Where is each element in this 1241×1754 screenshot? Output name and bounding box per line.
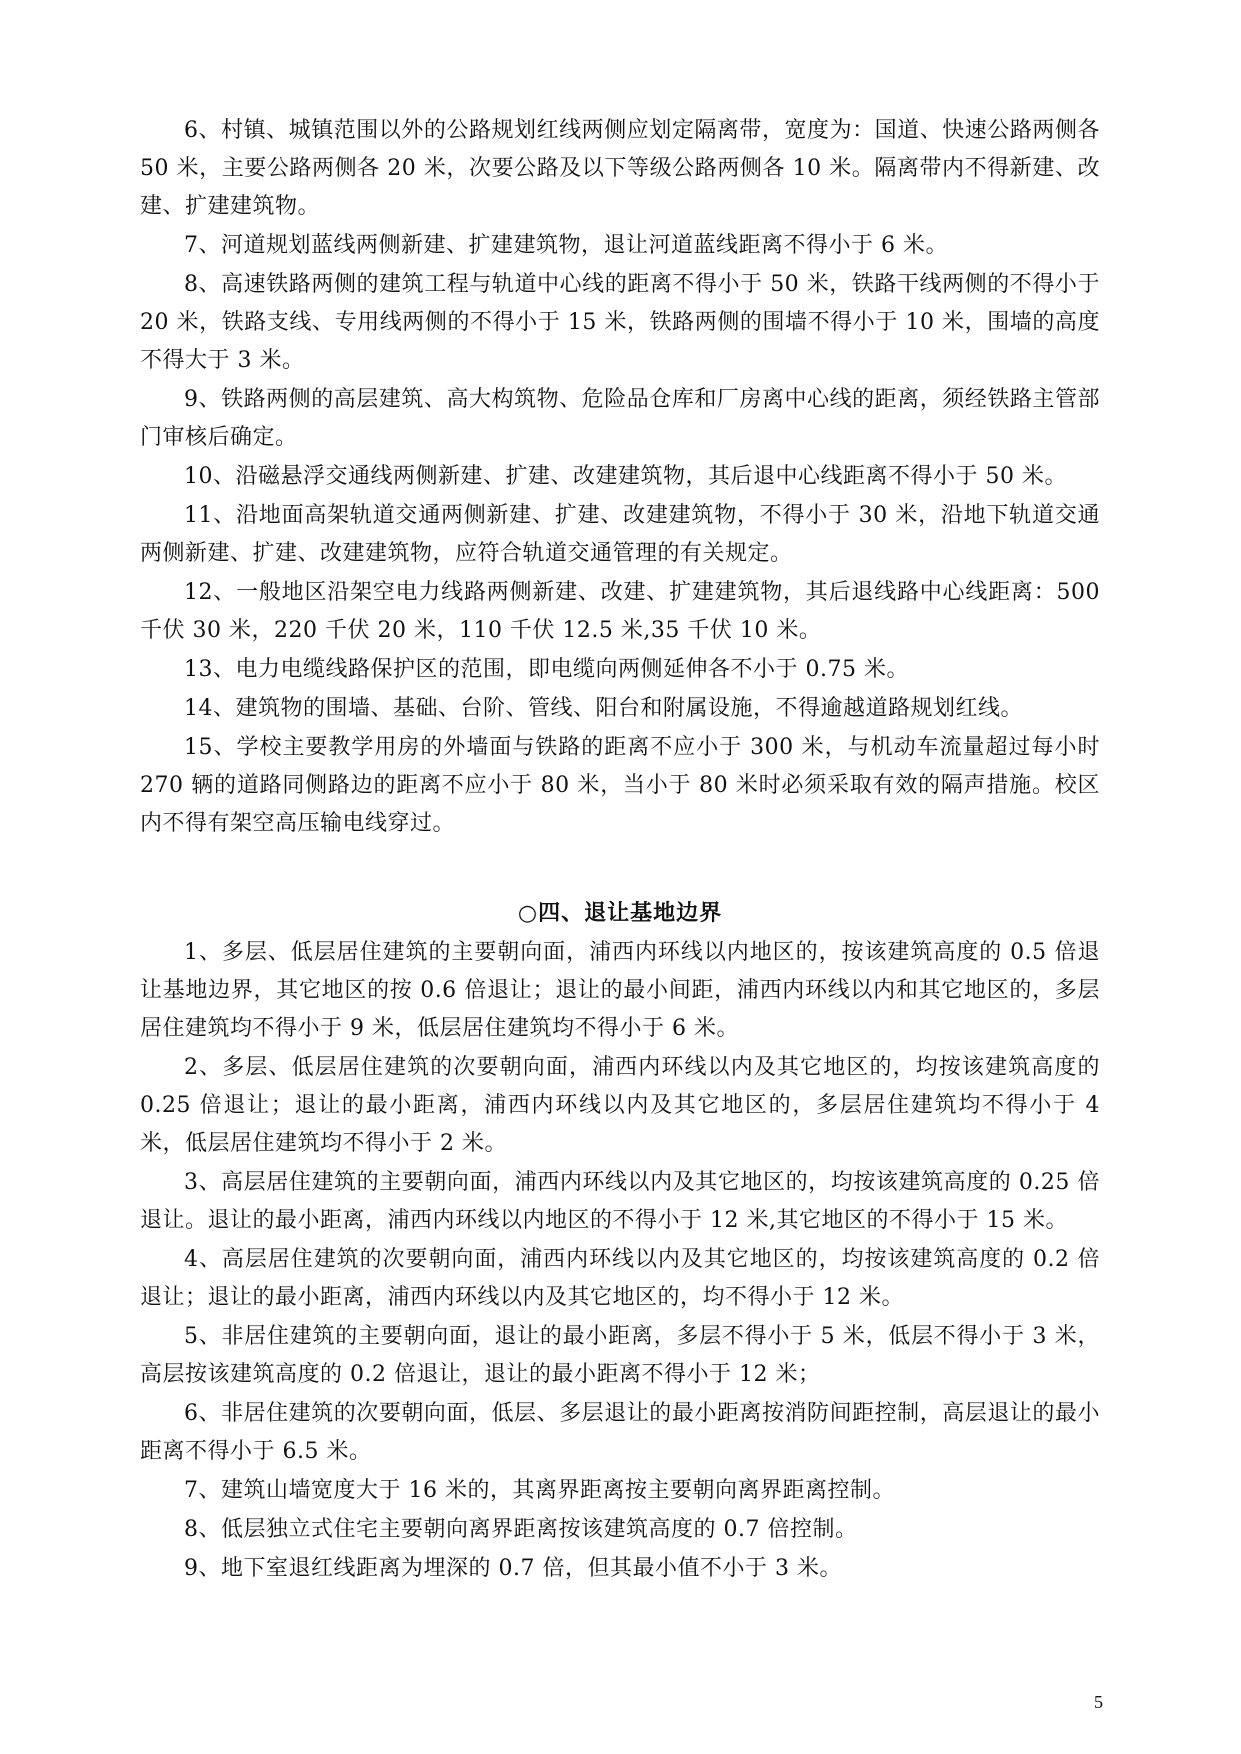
document-page	[140, 112, 1100, 1589]
paragraph-item-12: 12、一般地区沿架空电力线路两侧新建、改建、扩建建筑物，其后退线路中心线距离：500 千伏 30 米，220 千伏 20 米，110 千伏 12.5 米,35 千伏 10 米。	[140, 580, 1100, 643]
page-number: 5	[1094, 1692, 1103, 1712]
paragraph-item-11: 11、沿地面高架轨道交通两侧新建、扩建、改建建筑物，不得小于 30 米，沿地下轨道交通两侧新建、扩建、改建建筑物，应符合轨道交通管理的有关规定。	[140, 503, 1100, 566]
boundary-item-6: 6、非居住建筑的次要朝向面，低层、多层退让的最小距离按消防间距控制，高层退让的最小距离不得小于 6.5 米。	[140, 1401, 1100, 1464]
section-heading: ○四、退让基地边界	[517, 901, 723, 926]
paragraph-item-15: 15、学校主要教学用房的外墙面与铁路的距离不应小于 300 米，与机动车流量超过每小时 270 辆的道路同侧路边的距离不应小于 80 米，当小于 80 米时必须采取有效的隔声措施。校区内不得有架空高压输电线穿过。	[140, 735, 1100, 836]
paragraph-item-8: 8、高速铁路两侧的建筑工程与轨道中心线的距离不得小于 50 米，铁路干线两侧的不得小于 20 米，铁路支线、专用线两侧的不得小于 15 米，铁路两侧的围墙不得小于 10 米，围墙的高度不得大于 3 米。	[140, 272, 1100, 373]
boundary-item-8: 8、低层独立式住宅主要朝向离界距离按该建筑高度的 0.7 倍控制。	[184, 1517, 858, 1542]
boundary-item-3: 3、高层居住建筑的主要朝向面，浦西内环线以内及其它地区的，均按该建筑高度的 0.25 倍退让。退让的最小距离，浦西内环线以内地区的不得小于 12 米,其它地区的不得小于 15 米。	[140, 1170, 1100, 1233]
paragraph-item-7: 7、河道规划蓝线两侧新建、扩建建筑物，退让河道蓝线距离不得小于 6 米。	[184, 233, 948, 258]
paragraph-item-14: 14、建筑物的围墙、基础、台阶、管线、阳台和附属设施，不得逾越道路规划红线。	[184, 696, 1023, 721]
paragraph-item-6: 6、村镇、城镇范围以外的公路规划红线两侧应划定隔离带，宽度为：国道、快速公路两侧各 50 米，主要公路两侧各 20 米，次要公路及以下等级公路两侧各 10 米。隔离带内不得新建、改建、扩建建筑物。	[140, 118, 1100, 219]
boundary-item-2: 2、多层、低层居住建筑的次要朝向面，浦西内环线以内及其它地区的，均按该建筑高度的 0.25 倍退让；退让的最小距离，浦西内环线以内及其它地区的，多层居住建筑均不得小于 4 米，低层居住建筑均不得小于 2 米。	[140, 1055, 1100, 1156]
boundary-item-9: 9、地下室退红线距离为埋深的 0.7 倍，但其最小值不小于 3 米。	[184, 1556, 842, 1581]
boundary-item-4: 4、高层居住建筑的次要朝向面，浦西内环线以内及其它地区的，均按该建筑高度的 0.2 倍退让；退让的最小距离，浦西内环线以内及其它地区的，均不得小于 12 米。	[140, 1247, 1100, 1310]
paragraph-item-9: 9、铁路两侧的高层建筑、高大构筑物、危险品仓库和厂房离中心线的距离，须经铁路主管部门审核后确定。	[140, 387, 1100, 450]
boundary-item-5: 5、非居住建筑的主要朝向面，退让的最小距离，多层不得小于 5 米，低层不得小于 3 米，高层按该建筑高度的 0.2 倍退让，退让的最小距离不得小于 12 米；	[140, 1324, 1100, 1387]
paragraph-item-10: 10、沿磁悬浮交通线两侧新建、扩建、改建建筑物，其后退中心线距离不得小于 50 米。	[184, 464, 1067, 489]
boundary-item-1: 1、多层、低层居住建筑的主要朝向面，浦西内环线以内地区的，按该建筑高度的 0.5 倍退让基地边界，其它地区的按 0.6 倍退让；退让的最小间距，浦西内环线以内和其它地区的，多层居住建筑均不得小于 9 米，低层居住建筑均不得小于 6 米。	[140, 940, 1100, 1041]
paragraph-item-13: 13、电力电缆线路保护区的范围，即电缆向两侧延伸各不小于 0.75 米。	[184, 657, 909, 682]
boundary-item-7: 7、建筑山墙宽度大于 16 米的，其离界距离按主要朝向离界距离控制。	[184, 1478, 895, 1503]
